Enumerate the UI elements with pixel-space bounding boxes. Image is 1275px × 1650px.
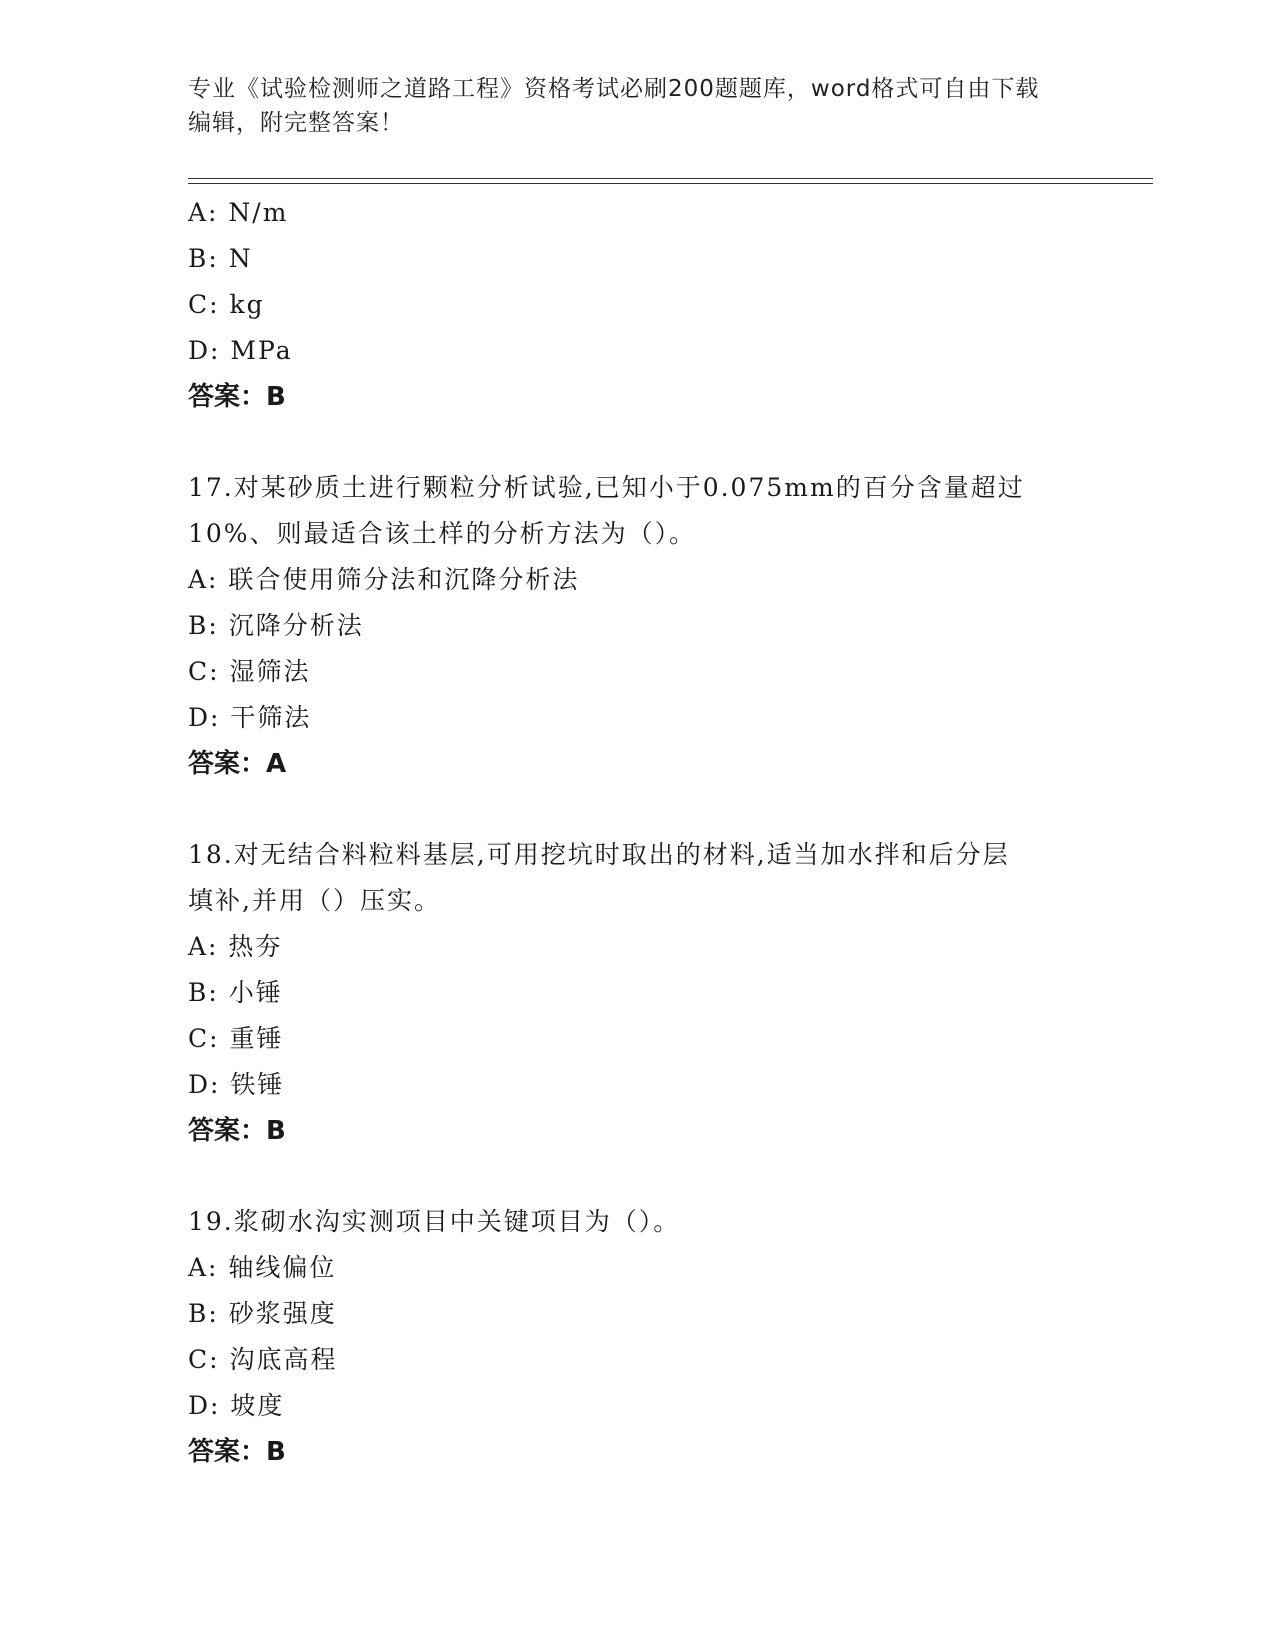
- header-line-1: 专业《试验检测师之道路工程》资格考试必刷200题题库，word格式可自由下载: [188, 76, 1040, 102]
- option-a: A: N/m: [188, 198, 289, 227]
- option-d: D: MPa: [188, 336, 293, 365]
- answer: 答案：B: [188, 382, 286, 412]
- option-a: A: 热夯: [188, 932, 283, 961]
- question-19: [188, 1199, 1088, 1475]
- question-17: [188, 465, 1088, 787]
- option-c: C: 重锤: [188, 1024, 284, 1053]
- document-header: [188, 72, 1088, 140]
- question-stem-line-1: 18.对无结合料粒料基层,可用挖坑时取出的材料,适当加水拌和后分层: [188, 840, 1010, 869]
- option-c: C: 沟底高程: [188, 1345, 338, 1374]
- answer: 答案：A: [188, 749, 287, 779]
- header-line-2: 编辑，附完整答案！: [188, 110, 404, 136]
- option-b: B: 砂浆强度: [188, 1299, 337, 1328]
- question-list: [188, 190, 1088, 1475]
- question-stem-line-1: 17.对某砂质土进行颗粒分析试验,已知小于0.075mm的百分含量超过: [188, 473, 1025, 502]
- option-b: B: N: [188, 244, 253, 273]
- option-a: A: 联合使用筛分法和沉降分析法: [188, 565, 580, 594]
- answer: 答案：B: [188, 1437, 286, 1467]
- option-c: C: 湿筛法: [188, 657, 311, 686]
- option-d: D: 铁锤: [188, 1070, 285, 1099]
- option-b: B: 沉降分析法: [188, 611, 364, 640]
- question-16: [188, 190, 1088, 420]
- header-divider-top: [188, 178, 1153, 179]
- question-stem-line-2: 填补,并用（）压实。: [188, 886, 441, 915]
- option-a: A: 轴线偏位: [188, 1253, 337, 1282]
- option-d: D: 坡度: [188, 1391, 285, 1420]
- question-stem-line-2: 10%、则最适合该土样的分析方法为（）。: [188, 519, 697, 548]
- option-b: B: 小锤: [188, 978, 283, 1007]
- answer: 答案：B: [188, 1116, 286, 1146]
- option-c: C: kg: [188, 290, 265, 319]
- header-divider-bottom: [188, 183, 1153, 184]
- question-18: [188, 832, 1088, 1154]
- option-d: D: 干筛法: [188, 703, 312, 732]
- question-stem-line-1: 19.浆砌水沟实测项目中关键项目为（）。: [188, 1207, 681, 1236]
